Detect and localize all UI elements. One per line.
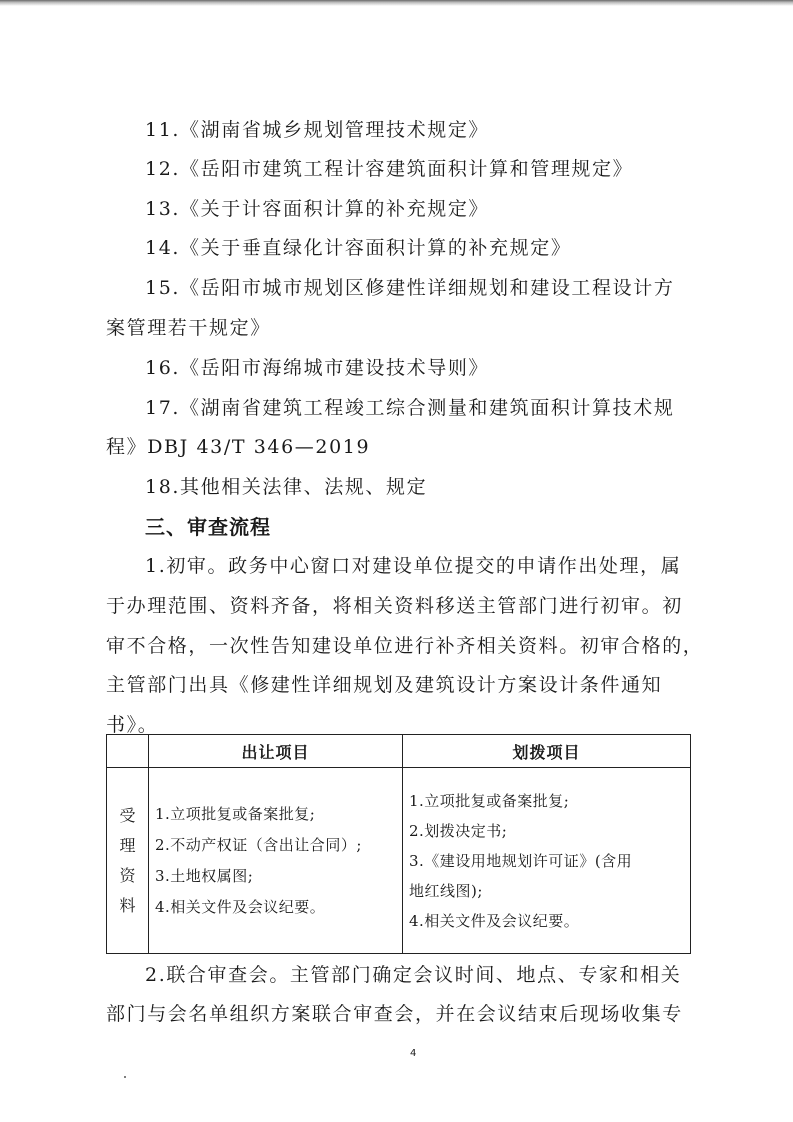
row-header-char: 受 [119, 805, 136, 825]
paragraph-line: 主管部门出具《修建性详细规划及建筑设计方案设计条件通知 [106, 674, 663, 696]
list-item: 4.相关文件及会议纪要。 [409, 911, 580, 930]
transfer-materials-cell [149, 768, 403, 954]
list-item: 4.相关文件及会议纪要。 [155, 897, 326, 916]
list-item: 3.《建设用地规划许可证》(含用 [409, 851, 633, 870]
row-header-char: 料 [119, 895, 136, 915]
paragraph-line: 1.初审。政务中心窗口对建设单位提交的申请作出处理，属 [145, 555, 682, 577]
reference-item-continued: 程》DBJ 43/T 346—2019 [106, 436, 371, 458]
row-header-materials [107, 768, 149, 954]
list-item: 2.不动产权证（含出让合同）; [155, 835, 362, 854]
paragraph-line: 于办理范围、资料齐备，将相关资料移送主管部门进行初审。初 [106, 595, 683, 617]
paragraph-line: 审不合格，一次性告知建设单位进行补齐相关资料。初审合格的， [106, 635, 704, 657]
list-item: 地红线图); [409, 881, 483, 900]
paragraph-line: 2.联合审查会。主管部门确定会议时间、地点、专家和相关 [145, 964, 682, 986]
column-header-allocation: 划拨项目 [403, 735, 691, 768]
reference-item: 11.《湖南省城乡规划管理技术规定》 [145, 119, 490, 141]
paragraph-line: 书》。 [106, 714, 159, 736]
list-item: 1.立项批复或备案批复; [409, 791, 570, 810]
reference-item: 17.《湖南省建筑工程竣工综合测量和建筑面积计算技术规 [145, 397, 675, 419]
scan-top-edge [0, 0, 793, 6]
reference-item: 15.《岳阳市城市规划区修建性详细规划和建设工程设计方 [145, 277, 675, 299]
table-row [107, 768, 691, 954]
row-header-char: 资 [119, 865, 136, 885]
reference-item: 14.《关于垂直绿化计容面积计算的补充规定》 [145, 237, 572, 259]
table-header-row [107, 735, 691, 768]
list-item: 3.土地权属图; [155, 866, 254, 885]
reference-item-continued: 案管理若干规定》 [106, 317, 271, 339]
table-corner-cell [107, 735, 149, 768]
section-heading: 三、审查流程 [145, 515, 271, 539]
materials-table [106, 734, 691, 954]
page-number: 4 [410, 1048, 417, 1059]
row-header-char: 理 [119, 835, 136, 855]
scan-speck [124, 1076, 126, 1078]
allocation-materials-cell [403, 768, 691, 954]
reference-item: 13.《关于计容面积计算的补充规定》 [145, 198, 490, 220]
list-item: 2.划拨决定书; [409, 821, 508, 840]
reference-item: 16.《岳阳市海绵城市建设技术导则》 [145, 357, 490, 379]
list-item: 1.立项批复或备案批复; [155, 804, 316, 823]
reference-item: 12.《岳阳市建筑工程计容建筑面积计算和管理规定》 [145, 158, 634, 180]
reference-item: 18.其他相关法律、法规、规定 [145, 476, 428, 498]
column-header-transfer: 出让项目 [149, 735, 403, 768]
paragraph-line: 部门与会名单组织方案联合审查会，并在会议结束后现场收集专 [106, 1003, 683, 1025]
